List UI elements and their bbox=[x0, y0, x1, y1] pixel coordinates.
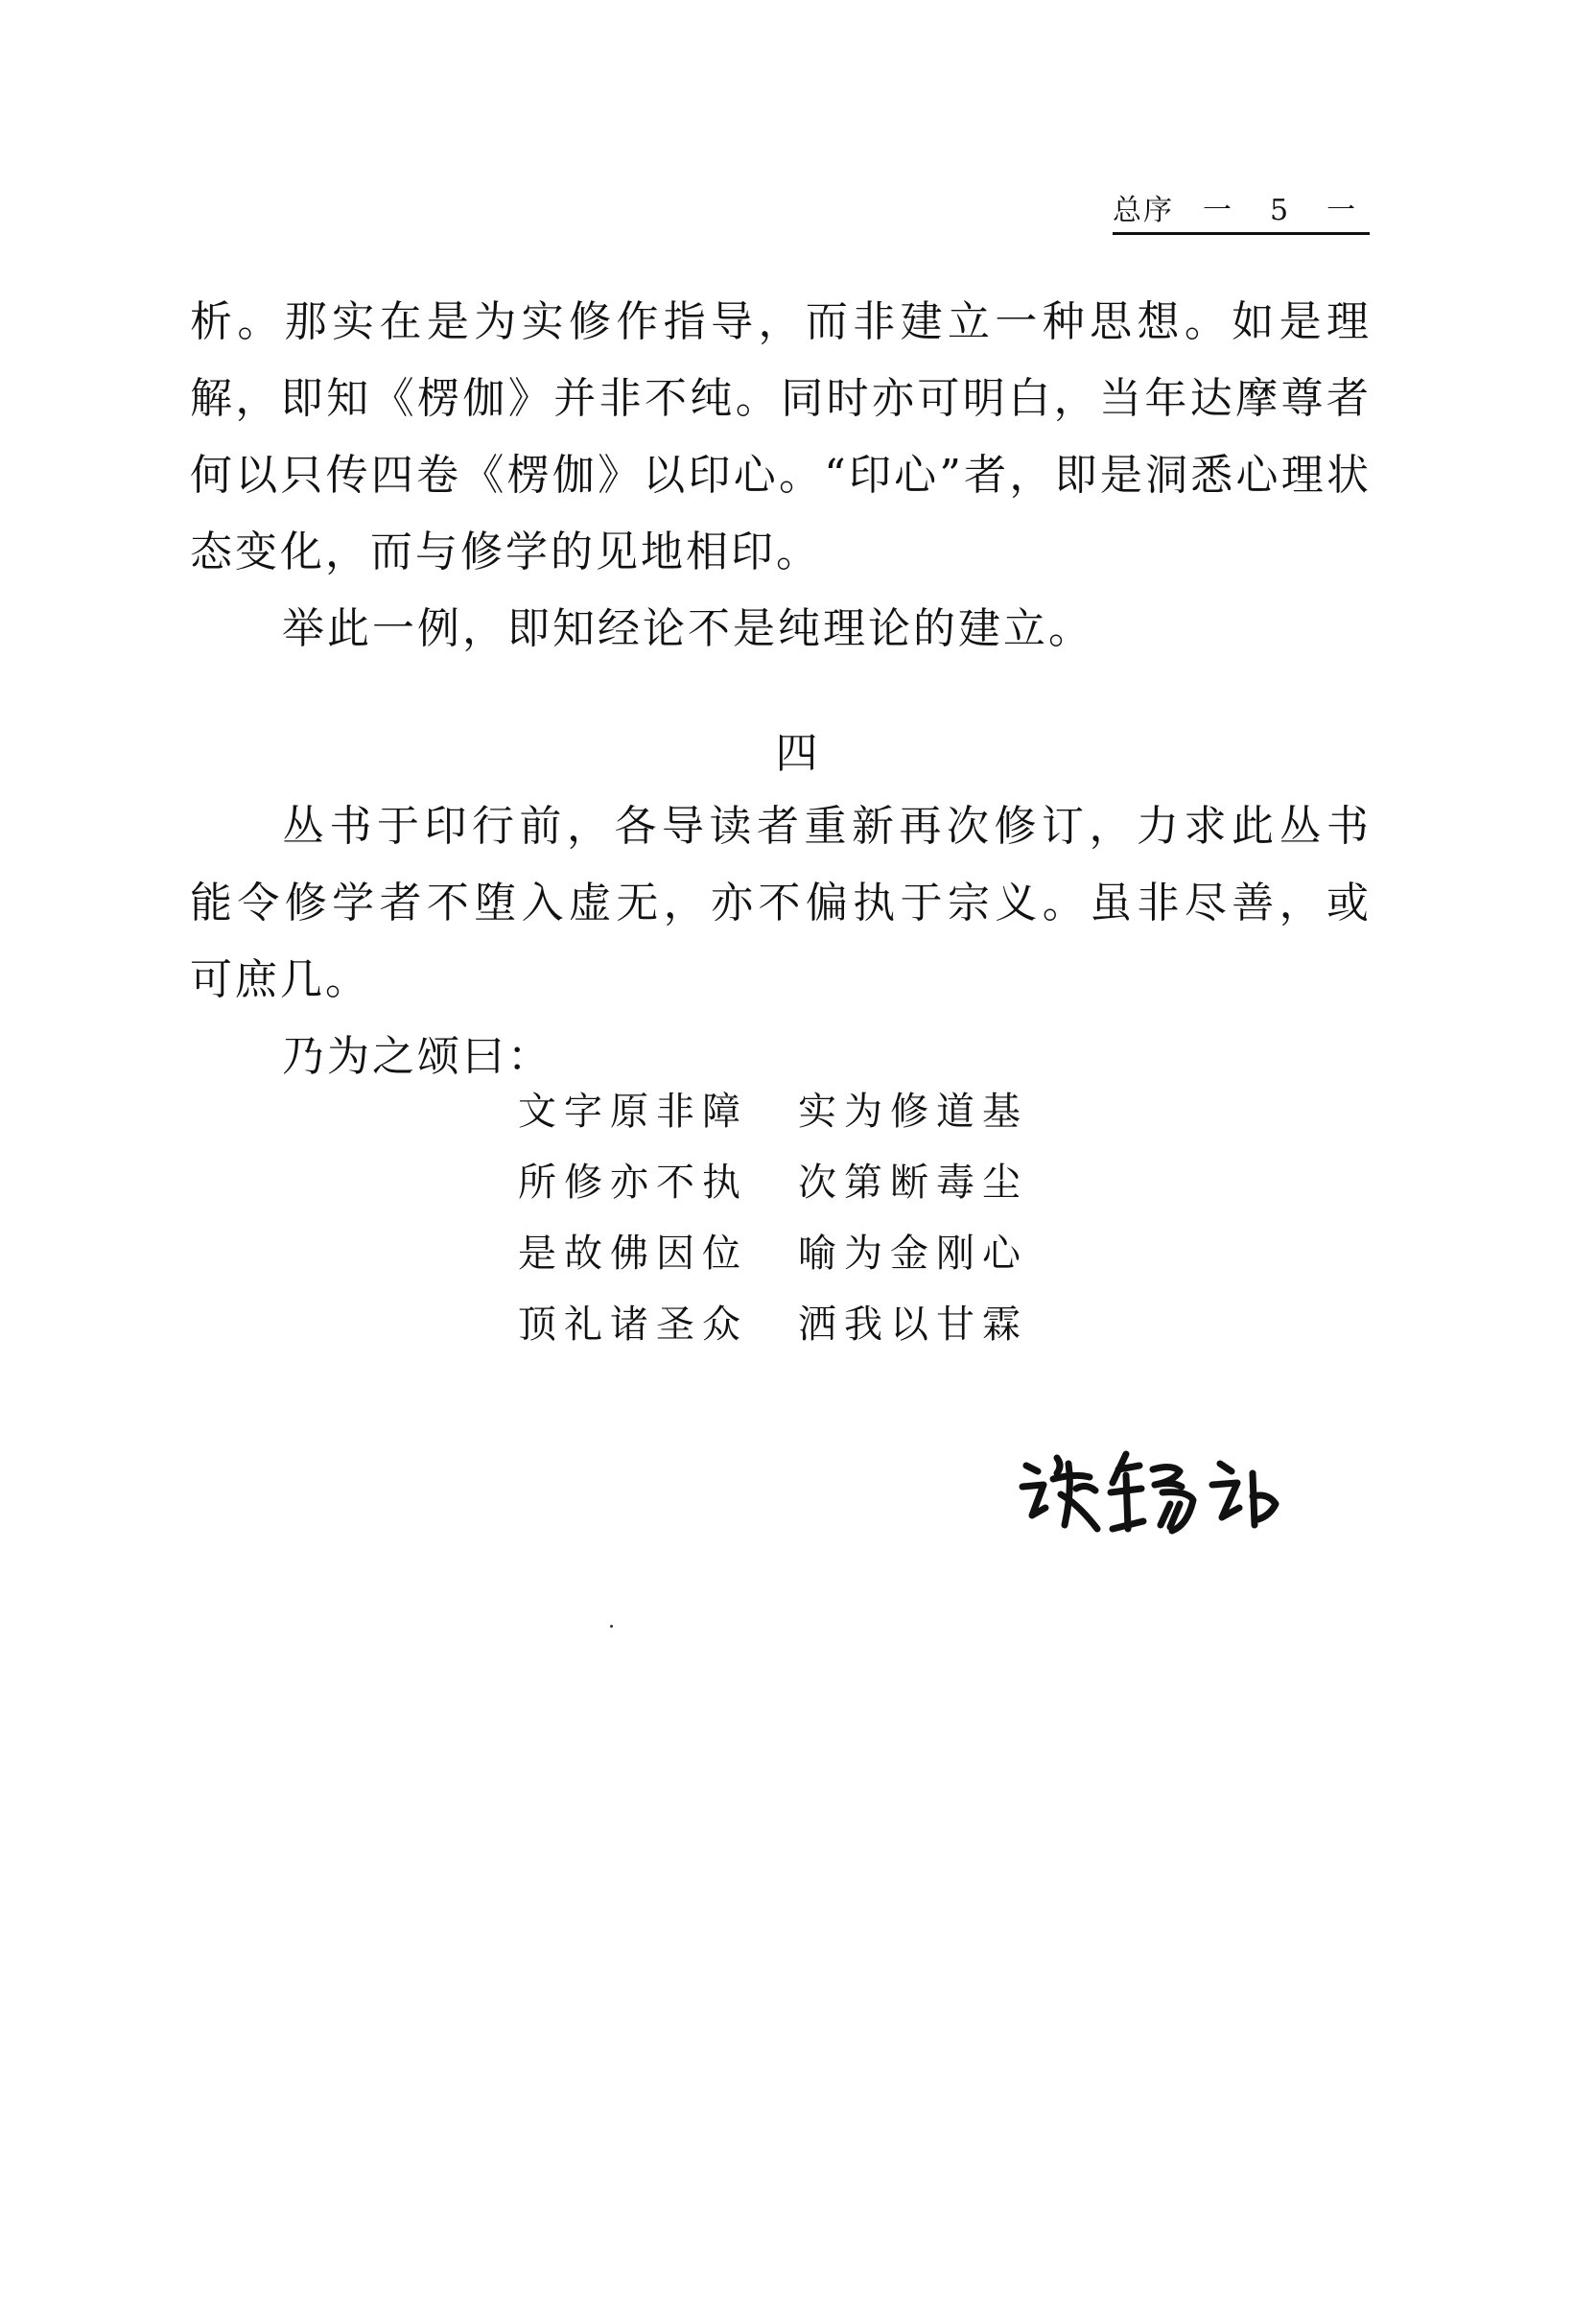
verse-line bbox=[518, 1147, 1028, 1218]
verse-first-half: 顶礼诸圣众 bbox=[518, 1303, 748, 1347]
body-text-bottom bbox=[190, 788, 1372, 1095]
text-line: 何以只传四卷《楞伽》以印心。“印心”者，即是洞悉心理状 bbox=[190, 451, 1372, 500]
verse-block bbox=[518, 1076, 1028, 1360]
text-line: 解，即知《楞伽》并非不纯。同时亦可明白，当年达摩尊者 bbox=[190, 374, 1372, 423]
page-number: 5 bbox=[1270, 194, 1289, 227]
section-heading: 四 bbox=[775, 729, 821, 778]
paragraph-first-line: 举此一例，即知经论不是纯理论的建立。 bbox=[282, 604, 1093, 653]
text-line: 能令修学者不堕入虚无，亦不偏执于宗义。虽非尽善，或 bbox=[190, 879, 1372, 927]
verse-first-half: 所修亦不执 bbox=[518, 1161, 748, 1205]
verse-second-half: 实为修道基 bbox=[798, 1090, 1028, 1134]
text-line: 态变化，而与修学的见地相印。 bbox=[190, 528, 821, 576]
text-line: 析。那实在是为实修作指导，而非建立一种思想。如是理 bbox=[190, 297, 1372, 346]
running-header bbox=[1113, 190, 1370, 235]
paragraph-first-line: 丛书于印行前，各导读者重新再次修订，力求此丛书 bbox=[282, 802, 1372, 851]
verse-line bbox=[518, 1218, 1028, 1289]
verse-second-half: 喻为金刚心 bbox=[798, 1232, 1028, 1276]
header-dash-right: 一 bbox=[1326, 194, 1356, 227]
verse-line bbox=[518, 1289, 1028, 1360]
paragraph-first-line: 乃为之颂曰： bbox=[282, 1032, 552, 1081]
header-dash-left: 一 bbox=[1203, 194, 1232, 227]
handwritten-signature bbox=[1019, 1437, 1287, 1542]
verse-first-half: 是故佛因位 bbox=[518, 1232, 748, 1276]
header-section-title: 总序 bbox=[1113, 194, 1174, 227]
verse-line bbox=[518, 1076, 1028, 1147]
body-text-top bbox=[190, 284, 1372, 668]
verse-first-half: 文字原非障 bbox=[518, 1090, 748, 1134]
verse-second-half: 次第断毒尘 bbox=[798, 1161, 1028, 1205]
text-line: 可庶几。 bbox=[190, 955, 370, 1004]
verse-second-half: 洒我以甘霖 bbox=[798, 1303, 1028, 1347]
ink-speck bbox=[610, 1625, 613, 1628]
